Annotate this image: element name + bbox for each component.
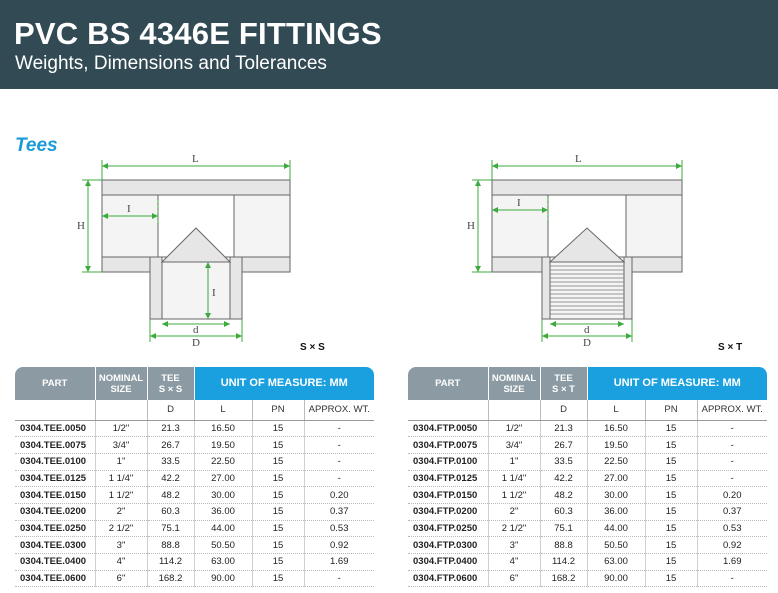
dim-label-H-right: H: [467, 220, 475, 232]
cell-part-number: 0304.TEE.0125: [15, 470, 95, 487]
cell-part-number: 0304.FTP.0300: [408, 537, 488, 554]
dim-label-d: d: [193, 324, 199, 336]
cell-part-number: 0304.FTP.0075: [408, 437, 488, 454]
dim-label-D: D: [192, 337, 200, 349]
cell-outer-diameter: 114.2: [147, 554, 194, 571]
cell-length: 22.50: [194, 453, 252, 470]
col-header-nominal-line2-right: SIZE: [503, 383, 525, 395]
cell-part-number: 0304.TEE.0250: [15, 520, 95, 537]
cell-outer-diameter: 88.8: [540, 537, 587, 554]
cell-pressure-rating: 15: [645, 487, 697, 504]
cell-pressure-rating: 15: [252, 570, 304, 587]
cell-outer-diameter: 42.2: [540, 470, 587, 487]
cell-part-number: 0304.TEE.0050: [15, 420, 95, 437]
cell-nominal-size: 2 1/2": [488, 520, 540, 537]
cell-part-number: 0304.TEE.0200: [15, 503, 95, 520]
cell-outer-diameter: 26.7: [540, 437, 587, 454]
cell-approx-weight: 0.53: [697, 520, 767, 537]
cell-length: 16.50: [587, 420, 645, 437]
cell-nominal-size: 3/4": [488, 437, 540, 454]
cell-nominal-size: 3": [488, 537, 540, 554]
col-header-tee-line2-right: S × T: [552, 383, 575, 395]
cell-approx-weight: -: [304, 570, 374, 587]
cell-length: 50.50: [194, 537, 252, 554]
table-row: [15, 537, 374, 554]
cell-nominal-size: 1 1/2": [95, 487, 147, 504]
subheader-pn-right: PN: [645, 400, 697, 420]
col-header-tee-right: [540, 367, 587, 400]
cell-approx-weight: 0.92: [304, 537, 374, 554]
col-header-tee-line1-right: TEE: [554, 372, 573, 384]
cell-length: 16.50: [194, 420, 252, 437]
cell-approx-weight: -: [697, 453, 767, 470]
cell-outer-diameter: 26.7: [147, 437, 194, 454]
cell-part-number: 0304.FTP.0400: [408, 554, 488, 571]
cell-part-number: 0304.FTP.0250: [408, 520, 488, 537]
table-row: [408, 470, 767, 487]
table-row: [15, 487, 374, 504]
cell-nominal-size: 2": [488, 503, 540, 520]
cell-outer-diameter: 33.5: [147, 453, 194, 470]
cell-nominal-size: 1 1/2": [488, 487, 540, 504]
table-row: [15, 570, 374, 587]
cell-length: 63.00: [587, 554, 645, 571]
cell-nominal-size: 6": [95, 570, 147, 587]
col-header-nominal-line1-right: NOMINAL: [491, 372, 537, 384]
cell-pressure-rating: 15: [252, 520, 304, 537]
cell-pressure-rating: 15: [645, 554, 697, 571]
cell-approx-weight: -: [697, 437, 767, 454]
table-row: [408, 503, 767, 520]
dim-label-L: L: [192, 153, 199, 165]
cell-length: 27.00: [194, 470, 252, 487]
cell-nominal-size: 1": [488, 453, 540, 470]
cell-length: 27.00: [587, 470, 645, 487]
cell-approx-weight: 1.69: [304, 554, 374, 571]
cell-length: 44.00: [587, 520, 645, 537]
table-row: [15, 437, 374, 454]
cell-outer-diameter: 33.5: [540, 453, 587, 470]
dimension-table-sxt: [408, 367, 767, 587]
cell-approx-weight: -: [304, 437, 374, 454]
col-header-unit-of-measure: UNIT OF MEASURE: MM: [194, 367, 374, 400]
cell-part-number: 0304.TEE.0600: [15, 570, 95, 587]
table-row: [408, 453, 767, 470]
cell-outer-diameter: 21.3: [540, 420, 587, 437]
cell-nominal-size: 2": [95, 503, 147, 520]
cell-pressure-rating: 15: [645, 520, 697, 537]
cell-nominal-size: 4": [95, 554, 147, 571]
cell-outer-diameter: 21.3: [147, 420, 194, 437]
cell-nominal-size: 3/4": [95, 437, 147, 454]
cell-approx-weight: -: [304, 420, 374, 437]
cell-nominal-size: 6": [488, 570, 540, 587]
cell-pressure-rating: 15: [252, 554, 304, 571]
dim-label-L-right: L: [575, 153, 582, 165]
cell-part-number: 0304.FTP.0200: [408, 503, 488, 520]
cell-length: 36.00: [587, 503, 645, 520]
table-row: [408, 570, 767, 587]
cell-part-number: 0304.TEE.0150: [15, 487, 95, 504]
subheader-l-right: L: [587, 400, 645, 420]
dim-label-I-top: I: [127, 203, 131, 215]
cell-pressure-rating: 15: [252, 453, 304, 470]
cell-approx-weight: 0.37: [304, 503, 374, 520]
cell-approx-weight: -: [304, 470, 374, 487]
cell-part-number: 0304.TEE.0100: [15, 453, 95, 470]
cell-length: 50.50: [587, 537, 645, 554]
cell-pressure-rating: 15: [252, 420, 304, 437]
cell-outer-diameter: 88.8: [147, 537, 194, 554]
cell-outer-diameter: 60.3: [540, 503, 587, 520]
col-header-tee-line1: TEE: [161, 372, 180, 384]
cell-nominal-size: 3": [95, 537, 147, 554]
variant-label-sxs: S × S: [300, 342, 325, 353]
cell-length: 44.00: [194, 520, 252, 537]
dim-label-I-branch: I: [212, 287, 216, 299]
table-row: [408, 554, 767, 571]
cell-length: 63.00: [194, 554, 252, 571]
page-title: PVC BS 4346E FITTINGS: [14, 16, 382, 51]
table-row: [15, 554, 374, 571]
table-row: [15, 420, 374, 437]
cell-pressure-rating: 15: [645, 437, 697, 454]
table-row: [15, 453, 374, 470]
cell-nominal-size: 1 1/4": [488, 470, 540, 487]
subheader-d-right: D: [540, 400, 587, 420]
dim-label-H: H: [77, 220, 85, 232]
cell-outer-diameter: 168.2: [147, 570, 194, 587]
col-header-part: PART: [15, 367, 95, 400]
cell-part-number: 0304.FTP.0600: [408, 570, 488, 587]
cell-approx-weight: 0.20: [697, 487, 767, 504]
dim-label-D-right: D: [583, 337, 591, 349]
cell-outer-diameter: 60.3: [147, 503, 194, 520]
cell-nominal-size: 4": [488, 554, 540, 571]
variant-label-sxt: S × T: [718, 342, 743, 353]
subheader-approx-wt: APPROX. WT.: [304, 400, 374, 420]
cell-nominal-size: 1": [95, 453, 147, 470]
cell-approx-weight: -: [697, 420, 767, 437]
table-row: [15, 503, 374, 520]
dim-label-I-top-right: I: [517, 197, 521, 209]
subheader-d: D: [147, 400, 194, 420]
cell-pressure-rating: 15: [252, 470, 304, 487]
cell-length: 36.00: [194, 503, 252, 520]
cell-pressure-rating: 15: [252, 487, 304, 504]
cell-length: 90.00: [194, 570, 252, 587]
cell-part-number: 0304.TEE.0400: [15, 554, 95, 571]
cell-pressure-rating: 15: [645, 570, 697, 587]
subheader-l: L: [194, 400, 252, 420]
table-row: [15, 520, 374, 537]
page-subtitle: Weights, Dimensions and Tolerances: [15, 53, 327, 74]
table-row: [408, 437, 767, 454]
subheader-approx-wt-right: APPROX. WT.: [697, 400, 767, 420]
table-row: [15, 470, 374, 487]
col-header-nominal-size: [95, 367, 147, 400]
cell-outer-diameter: 168.2: [540, 570, 587, 587]
cell-nominal-size: 2 1/2": [95, 520, 147, 537]
tee-diagram-sxs: [70, 150, 310, 355]
col-header-unit-of-measure-right: UNIT OF MEASURE: MM: [587, 367, 767, 400]
cell-outer-diameter: 114.2: [540, 554, 587, 571]
col-header-nominal-line2: SIZE: [110, 383, 132, 395]
cell-part-number: 0304.FTP.0150: [408, 487, 488, 504]
header-banner: [0, 0, 778, 89]
col-header-nominal-line1: NOMINAL: [98, 372, 144, 384]
cell-outer-diameter: 75.1: [147, 520, 194, 537]
cell-nominal-size: 1/2": [488, 420, 540, 437]
table-row: [408, 520, 767, 537]
cell-approx-weight: -: [304, 453, 374, 470]
cell-nominal-size: 1 1/4": [95, 470, 147, 487]
cell-part-number: 0304.FTP.0125: [408, 470, 488, 487]
cell-pressure-rating: 15: [645, 453, 697, 470]
col-header-nominal-size-right: [488, 367, 540, 400]
cell-approx-weight: 0.53: [304, 520, 374, 537]
subheader-pn: PN: [252, 400, 304, 420]
cell-part-number: 0304.TEE.0300: [15, 537, 95, 554]
tee-diagram-sxs-drawing: [70, 150, 310, 355]
cell-length: 90.00: [587, 570, 645, 587]
cell-pressure-rating: 15: [645, 537, 697, 554]
dim-label-d-right: d: [584, 324, 590, 336]
col-header-tee: [147, 367, 194, 400]
cell-pressure-rating: 15: [645, 470, 697, 487]
cell-outer-diameter: 48.2: [147, 487, 194, 504]
table-row: [408, 420, 767, 437]
cell-pressure-rating: 15: [645, 420, 697, 437]
dimension-table-sxs: [15, 367, 374, 587]
cell-nominal-size: 1/2": [95, 420, 147, 437]
cell-length: 30.00: [587, 487, 645, 504]
table-row: [408, 487, 767, 504]
table-row: [408, 537, 767, 554]
cell-approx-weight: 0.92: [697, 537, 767, 554]
cell-approx-weight: -: [697, 570, 767, 587]
col-header-part-right: PART: [408, 367, 488, 400]
cell-pressure-rating: 15: [645, 503, 697, 520]
cell-pressure-rating: 15: [252, 437, 304, 454]
section-title: Tees: [15, 135, 58, 156]
cell-approx-weight: 0.37: [697, 503, 767, 520]
cell-outer-diameter: 75.1: [540, 520, 587, 537]
table-body-sxt: [408, 420, 767, 587]
cell-approx-weight: -: [697, 470, 767, 487]
cell-length: 19.50: [587, 437, 645, 454]
tee-diagram-sxt-drawing: [462, 150, 702, 355]
cell-pressure-rating: 15: [252, 503, 304, 520]
cell-approx-weight: 0.20: [304, 487, 374, 504]
cell-outer-diameter: 48.2: [540, 487, 587, 504]
col-header-tee-line2: S × S: [158, 383, 183, 395]
cell-length: 22.50: [587, 453, 645, 470]
cell-outer-diameter: 42.2: [147, 470, 194, 487]
cell-length: 30.00: [194, 487, 252, 504]
tee-diagram-sxt: [462, 150, 702, 355]
cell-part-number: 0304.FTP.0050: [408, 420, 488, 437]
cell-pressure-rating: 15: [252, 537, 304, 554]
table-body-sxs: [15, 420, 374, 587]
cell-part-number: 0304.FTP.0100: [408, 453, 488, 470]
cell-length: 19.50: [194, 437, 252, 454]
cell-part-number: 0304.TEE.0075: [15, 437, 95, 454]
cell-approx-weight: 1.69: [697, 554, 767, 571]
